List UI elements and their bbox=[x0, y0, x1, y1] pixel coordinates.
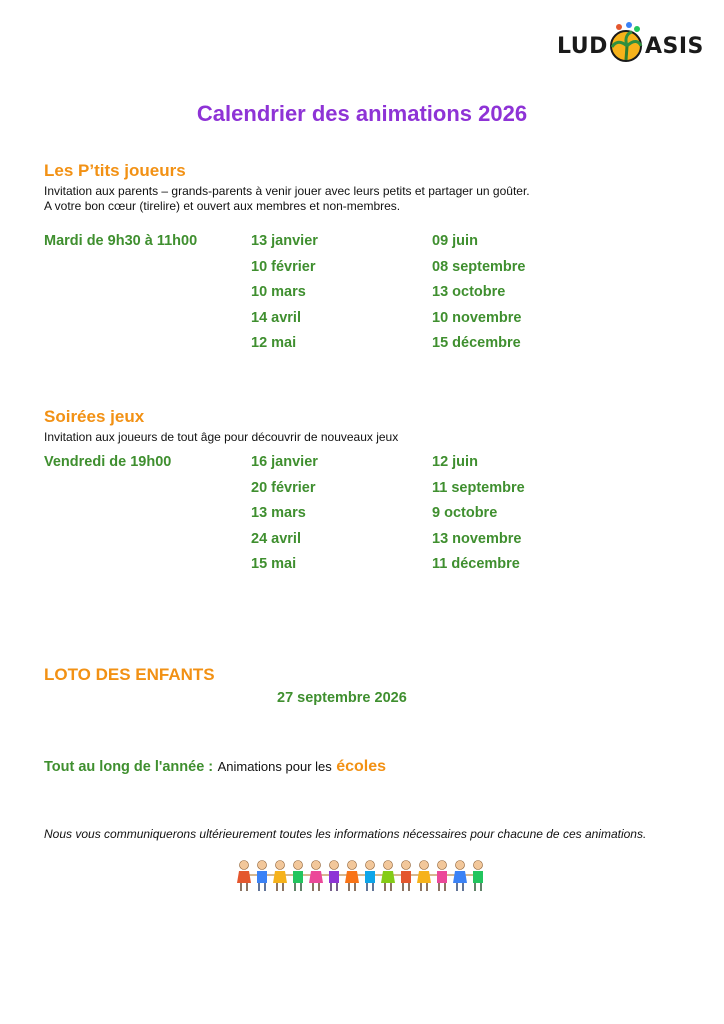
footer-note: Nous vous communiquerons ultérieurement toutes les informations nécessaires pour chacune de ces animations. bbox=[44, 827, 647, 841]
date-item: 13 mars bbox=[251, 505, 306, 521]
description-line: A votre bon cœur (tirelire) et ouvert aux membres et non-membres. bbox=[44, 199, 401, 213]
date-item: 13 janvier bbox=[251, 233, 318, 249]
dates-column-2-soirees-jeux bbox=[432, 450, 525, 578]
section-title-loto: LOTO DES ENFANTS bbox=[44, 665, 215, 684]
section-description-soirees-jeux bbox=[44, 430, 398, 445]
children-holding-hands-icon bbox=[234, 858, 486, 894]
loto-date: 27 septembre 2026 bbox=[277, 690, 407, 706]
description-line: Invitation aux joueurs de tout âge pour découvrir de nouveaux jeux bbox=[44, 430, 399, 444]
date-item: 10 février bbox=[251, 258, 316, 275]
date-item: 24 avril bbox=[251, 530, 301, 547]
ludoasis-logo bbox=[557, 18, 704, 68]
schedule-ptits-joueurs: Mardi de 9h30 à 11h00 bbox=[44, 233, 198, 249]
date-item: 9 octobre bbox=[432, 505, 498, 521]
date-item: 09 juin bbox=[432, 233, 478, 249]
description-line: Invitation aux parents – grands-parents à venir jouer avec leurs petits et partager un goûter. bbox=[44, 184, 530, 198]
date-item: 20 février bbox=[251, 479, 316, 496]
year-round-label: Tout au long de l'année : bbox=[44, 759, 214, 775]
date-item: 14 avril bbox=[251, 309, 301, 326]
logo-text-right: ASIS bbox=[645, 34, 704, 59]
section-description-ptits-joueurs bbox=[44, 184, 530, 214]
logo-text-left: LUD bbox=[557, 34, 608, 59]
dates-column-1-soirees-jeux bbox=[251, 450, 318, 578]
year-round-line bbox=[44, 758, 386, 776]
date-item: 11 septembre bbox=[432, 479, 525, 496]
date-item: 13 octobre bbox=[432, 284, 506, 300]
section-title-ptits-joueurs: Les P’tits joueurs bbox=[44, 161, 186, 180]
date-item: 13 novembre bbox=[432, 530, 522, 547]
year-round-highlight: écoles bbox=[336, 758, 387, 775]
date-item: 15 décembre bbox=[432, 335, 521, 351]
schedule-soirees-jeux: Vendredi de 19h00 bbox=[44, 454, 172, 470]
year-round-text: Animations pour les bbox=[217, 759, 332, 774]
date-item: 10 mars bbox=[251, 284, 306, 300]
date-item: 10 novembre bbox=[432, 309, 522, 326]
date-item: 12 mai bbox=[251, 335, 297, 351]
date-item: 16 janvier bbox=[251, 454, 318, 470]
dates-column-2-ptits-joueurs bbox=[432, 229, 526, 357]
dates-column-1-ptits-joueurs bbox=[251, 229, 318, 357]
date-item: 08 septembre bbox=[432, 258, 526, 275]
date-item: 11 décembre bbox=[432, 556, 520, 572]
date-item: 12 juin bbox=[432, 454, 478, 470]
section-title-soirees-jeux: Soirées jeux bbox=[44, 407, 145, 426]
date-item: 15 mai bbox=[251, 556, 297, 572]
page-title: Calendrier des animations 2026 bbox=[196, 101, 528, 126]
palm-tree-logo-icon bbox=[606, 22, 646, 66]
